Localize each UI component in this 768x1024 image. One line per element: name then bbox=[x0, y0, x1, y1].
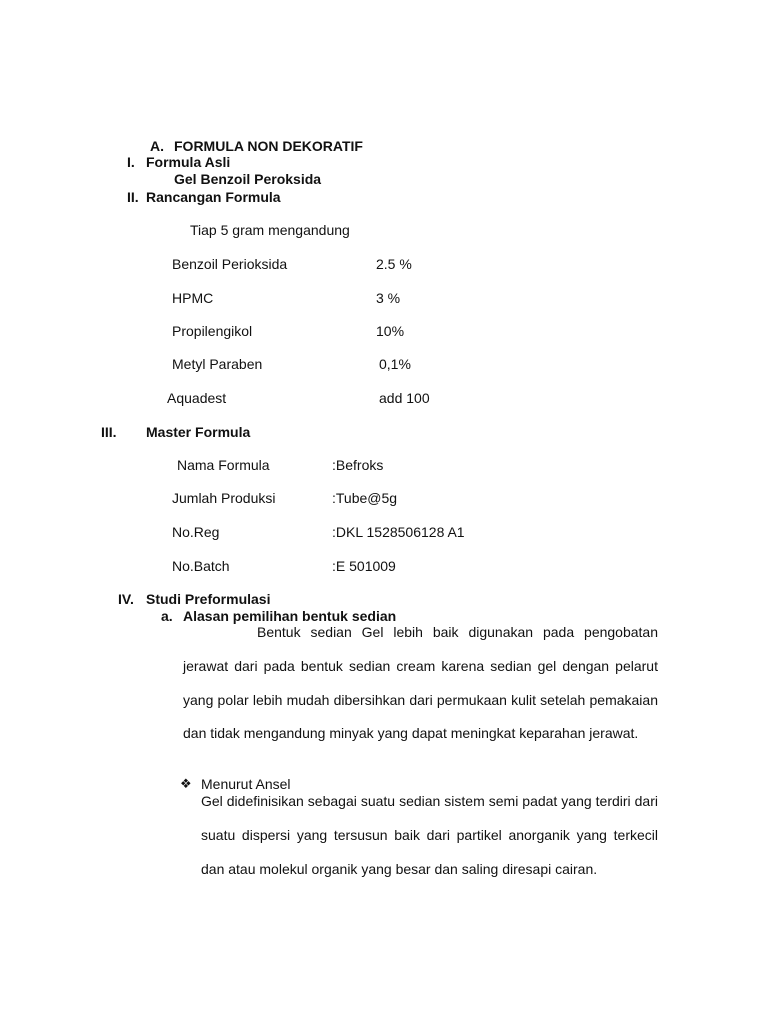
ingredient-name: HPMC bbox=[172, 290, 214, 306]
section1-product: Gel Benzoil Peroksida bbox=[174, 171, 322, 187]
master-label: No.Batch bbox=[172, 558, 230, 574]
bullet-paragraph: Gel didefinisikan sebagai suatu sedian sistem semi padat yang terdiri dari suatu dispersi yang tersusun baik dari partikel anorganik yang terkecil dan atau molekul organik yang besar dan saling diresapi cairan. bbox=[201, 793, 658, 877]
heading-letter: A. bbox=[150, 138, 164, 154]
section1-title: Formula Asli bbox=[146, 154, 231, 170]
diamond-bullet-icon: ❖ bbox=[180, 776, 192, 791]
master-value: :Tube@5g bbox=[332, 490, 398, 506]
section4-title: Studi Preformulasi bbox=[146, 591, 271, 607]
heading-title: FORMULA NON DEKORATIF bbox=[174, 138, 363, 154]
section2-number: II. bbox=[127, 189, 139, 205]
master-label: No.Reg bbox=[172, 524, 220, 540]
master-label: Jumlah Produksi bbox=[172, 490, 276, 506]
ingredient-name: Metyl Paraben bbox=[172, 356, 263, 372]
body-paragraph: Bentuk sedian Gel lebih baik digunakan pada pengobatan jerawat dari pada bentuk sedian cream karena sedian gel dengan pelarut yang polar lebih mudah dibersihkan dari permukaan kulit setelah pemakaian dan tidak mengandung minyak yang dapat meningkat keparahan jerawat. bbox=[183, 624, 658, 742]
section3-title: Master Formula bbox=[146, 424, 251, 440]
master-value: :Befroks bbox=[332, 457, 384, 473]
subsection-letter: a. bbox=[161, 608, 173, 624]
section2-title: Rancangan Formula bbox=[146, 189, 281, 205]
ingredient-amount: 3 % bbox=[376, 290, 401, 306]
subsection-title: Alasan pemilihan bentuk sedian bbox=[183, 608, 397, 624]
ingredient-amount: 2.5 % bbox=[376, 256, 412, 272]
master-value: :E 501009 bbox=[332, 558, 396, 574]
ingredient-amount: 0,1% bbox=[379, 356, 411, 372]
master-label: Nama Formula bbox=[177, 457, 270, 473]
bullet-title: Menurut Ansel bbox=[201, 776, 291, 792]
ingredient-name: Aquadest bbox=[167, 390, 227, 406]
ingredient-amount: add 100 bbox=[379, 390, 430, 406]
ingredient-name: Propilengikol bbox=[172, 323, 253, 339]
section1-number: I. bbox=[127, 154, 135, 170]
section3-number: III. bbox=[101, 424, 117, 440]
master-value: :DKL 1528506128 A1 bbox=[332, 524, 465, 540]
section2-intro: Tiap 5 gram mengandung bbox=[190, 222, 350, 238]
ingredient-name: Benzoil Perioksida bbox=[172, 256, 288, 272]
section4-number: IV. bbox=[118, 591, 134, 607]
ingredient-amount: 10% bbox=[376, 323, 405, 339]
